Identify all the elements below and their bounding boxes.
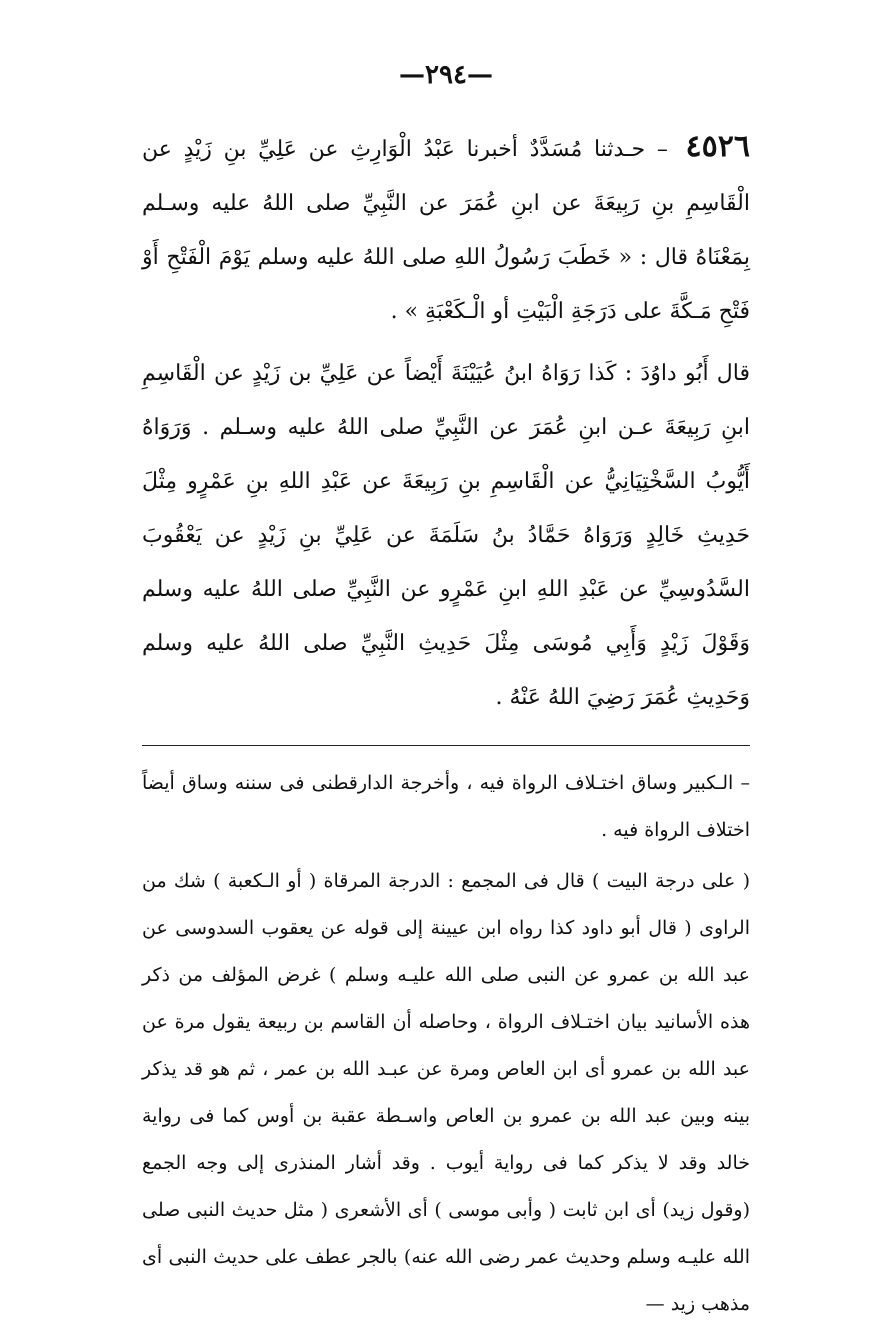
commentary-paragraph-continuation: – الـكبير وساق اختـلاف الرواة فيه ، وأخرجة الدارقطنى فى سننه وساق أيضاً اختلاف الرواة فيه . bbox=[142, 772, 750, 841]
hadith-number: ٤٥٢٦ bbox=[685, 129, 750, 164]
commentary-footnotes bbox=[142, 760, 750, 1328]
hadith-text bbox=[142, 120, 750, 725]
commentary-paragraph-explanation: ( على درجة البيت ) قال فى المجمع : الدرجة المرقاة ( أو الـكعبة ) شك من الراوى ( قال أبو داود كذا رواه ابن عيينة إلى قوله عن يعقوب السدوسى عن عبد الله بن عمرو عن النبى صلى الله عليـه وسلم ) غرض المؤلف من ذكر هذه الأسانيد بيان اختـلاف الرواة ، وحاصله أن القاسم بن ربيعة يقول مرة عن عبد الله بن عمرو أى ابن العاص ومرة عن عبـد الله بن عمر ، ثم هو قد يذكر بينه وبين عبد الله بن عمرو بن العاص واسـطة عقبة بن أوس كما فى رواية خالد وقد لا يذكر كما فى رواية أيوب . وقد أشار المنذرى إلى وجه الجمع (وقول زيد) أى ابن ثابت ( وأبى موسى ) أى الأشعرى ( مثل حديث النبى صلى الله عليـه وسلم وحديث عمر رضى الله عنه) بالجر عطف على حديث النبى أى مذهب زيد — bbox=[142, 870, 750, 1315]
hadith-paragraph-isnad bbox=[142, 120, 750, 339]
hadith-paragraph-isnad-text: – حـدثنا مُسَدَّدٌ أخبرنا عَبْدُ الْوَارِثِ عن عَلِيِّ بنِ زَيْدٍ عن الْقَاسِمِ بنِ رَبِيعَةَ عن ابنِ عُمَرَ عن النَّبِيِّ صلى اللهُ عليه وسـلم بِمَعْنَاهُ قال : « خَطَبَ رَسُولُ اللهِ صلى اللهُ عليه وسلم يَوْمَ الْفَتْحِ أَوْ فَتْحِ مَـكَّةَ على دَرَجَةِ الْبَيْتِ أو الْـكَعْبَةِ » . bbox=[142, 137, 750, 324]
hadith-paragraph-abu-dawud: قال أَبُو داوُدَ : كَذا رَوَاهُ ابنُ عُيَيْنَةَ أَيْضاً عن عَلِيِّ بن زَيْدٍ عن الْقَاسِمِ ابنِ رَبِيعَةَ عـن ابنِ عُمَرَ عن النَّبِيِّ صلى اللهُ عليه وسـلم . وَرَوَاهُ أَيُّوبُ السَّخْتِيَانِيُّ عن الْقَاسِمِ بنِ رَبِيعَةَ عن عَبْدِ اللهِ بنِ عَمْرٍو مِثْلَ حَدِيثِ خَالِدٍ وَرَوَاهُ حَمَّادُ بنُ سَلَمَةَ عن عَلِيِّ بنِ زَيْدٍ عن يَعْقُوبَ السَّدُوسِيِّ عن عَبْدِ اللهِ ابنِ عَمْرٍو عن النَّبِيِّ صلى اللهُ عليه وسلم وَقَوْلَ زَيْدٍ وَأَبِي مُوسَى مِثْلَ حَدِيثِ النَّبِيِّ صلى اللهُ عليه وسلم وَحَدِيثِ عُمَرَ رَضِيَ اللهُ عَنْهُ . bbox=[142, 361, 750, 710]
page-number: —٢٩٤— bbox=[399, 60, 493, 90]
footnote-divider bbox=[142, 745, 750, 746]
